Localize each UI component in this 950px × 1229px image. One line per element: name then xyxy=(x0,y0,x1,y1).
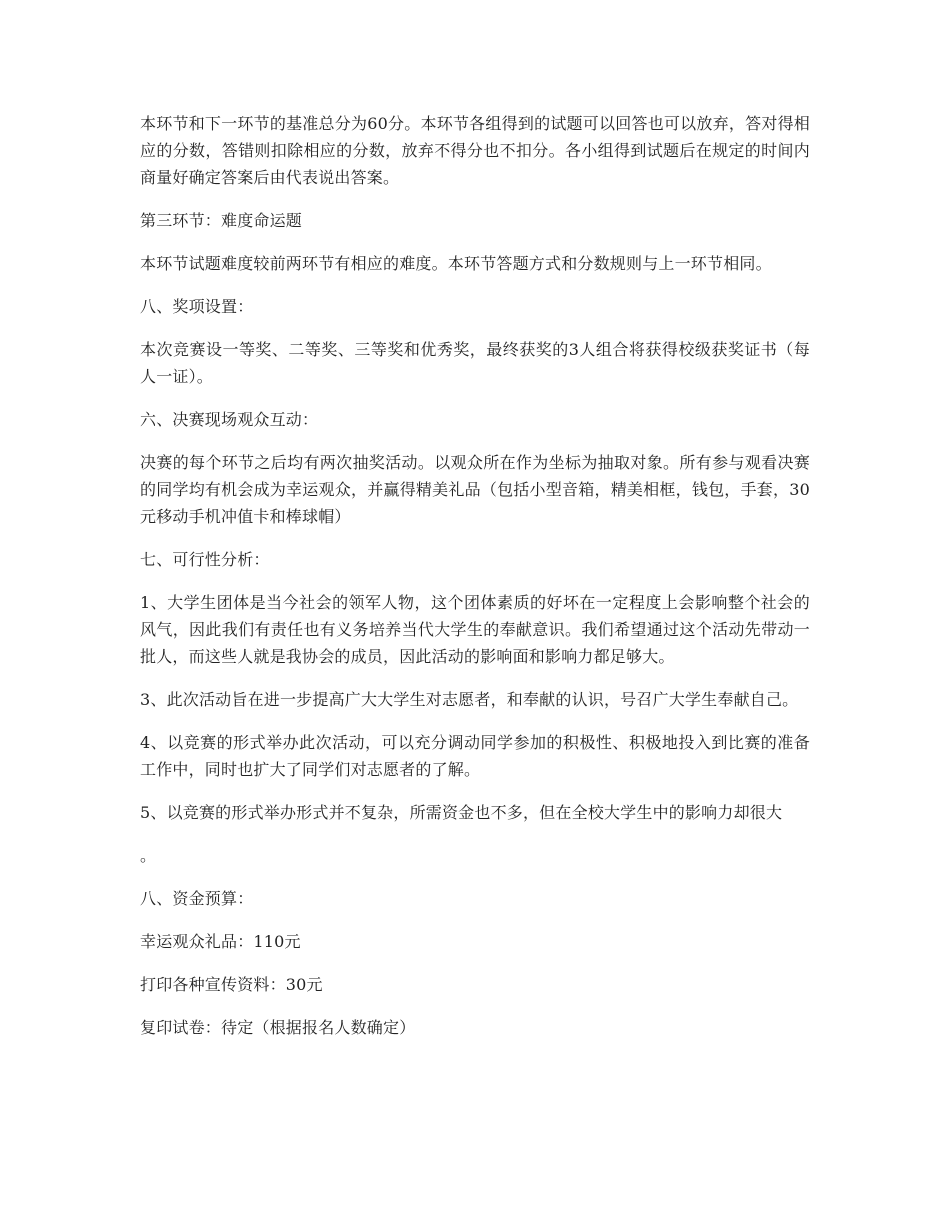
paragraph-feasibility-3: 3、此次活动旨在进一步提高广大大学生对志愿者，和奉献的认识，号召广大学生奉献自己。 xyxy=(140,690,799,709)
paragraph-round-three-rules: 本环节试题难度较前两环节有相应的难度。本环节答题方式和分数规则与上一环节相同。 xyxy=(140,254,772,273)
budget-item-printing: 打印各种宣传资料：30元 xyxy=(140,975,323,994)
paragraph-audience-interaction: 决赛的每个环节之后均有两次抽奖活动。以观众所在作为坐标为抽取对象。所有参与观看决赛的同学均有机会成为幸运观众，并赢得精美礼品（包括小型音箱，精美相框，钱包，手套，30元移动手机冲值卡和棒球帽） xyxy=(140,453,810,526)
section-heading-budget: 八、资金预算： xyxy=(140,889,254,908)
section-heading-feasibility: 七、可行性分析： xyxy=(140,550,270,569)
paragraph-scoring-rules: 本环节和下一环节的基准总分为60分。本环节各组得到的试题可以回答也可以放弃，答对得相应的分数，答错则扣除相应的分数，放弃不得分也不扣分。各小组得到试题后在规定的时间内商量好确定答案后由代表说出答案。 xyxy=(140,114,810,187)
paragraph-awards: 本次竞赛设一等奖、二等奖、三等奖和优秀奖，最终获奖的3人组合将获得校级获奖证书（每人一证）。 xyxy=(140,340,810,386)
budget-item-copying: 复印试卷：待定（根据报名人数确定） xyxy=(140,1018,416,1037)
section-heading-awards: 八、奖项设置： xyxy=(140,297,254,316)
paragraph-period: 。 xyxy=(140,846,157,865)
section-heading-audience-interaction: 六、决赛现场观众互动： xyxy=(140,410,319,429)
paragraph-feasibility-5: 5、以竞赛的形式举办形式并不复杂，所需资金也不多，但在全校大学生中的影响力却很大 xyxy=(140,803,783,822)
paragraph-feasibility-1: 1、大学生团体是当今社会的领军人物，这个团体素质的好坏在一定程度上会影响整个社会的风气，因此我们有责任也有义务培养当代大学生的奉献意识。我们希望通过这个活动先带动一批人，而这些人就是我协会的成员，因此活动的影响面和影响力都足够大。 xyxy=(140,593,810,666)
document-body xyxy=(140,110,810,1057)
budget-item-gifts: 幸运观众礼品：110元 xyxy=(140,932,301,951)
section-heading-round-three: 第三环节：难度命运题 xyxy=(140,211,303,230)
paragraph-feasibility-4: 4、以竞赛的形式举办此次活动，可以充分调动同学参加的积极性、积极地投入到比赛的准备工作中，同时也扩大了同学们对志愿者的了解。 xyxy=(140,733,810,779)
